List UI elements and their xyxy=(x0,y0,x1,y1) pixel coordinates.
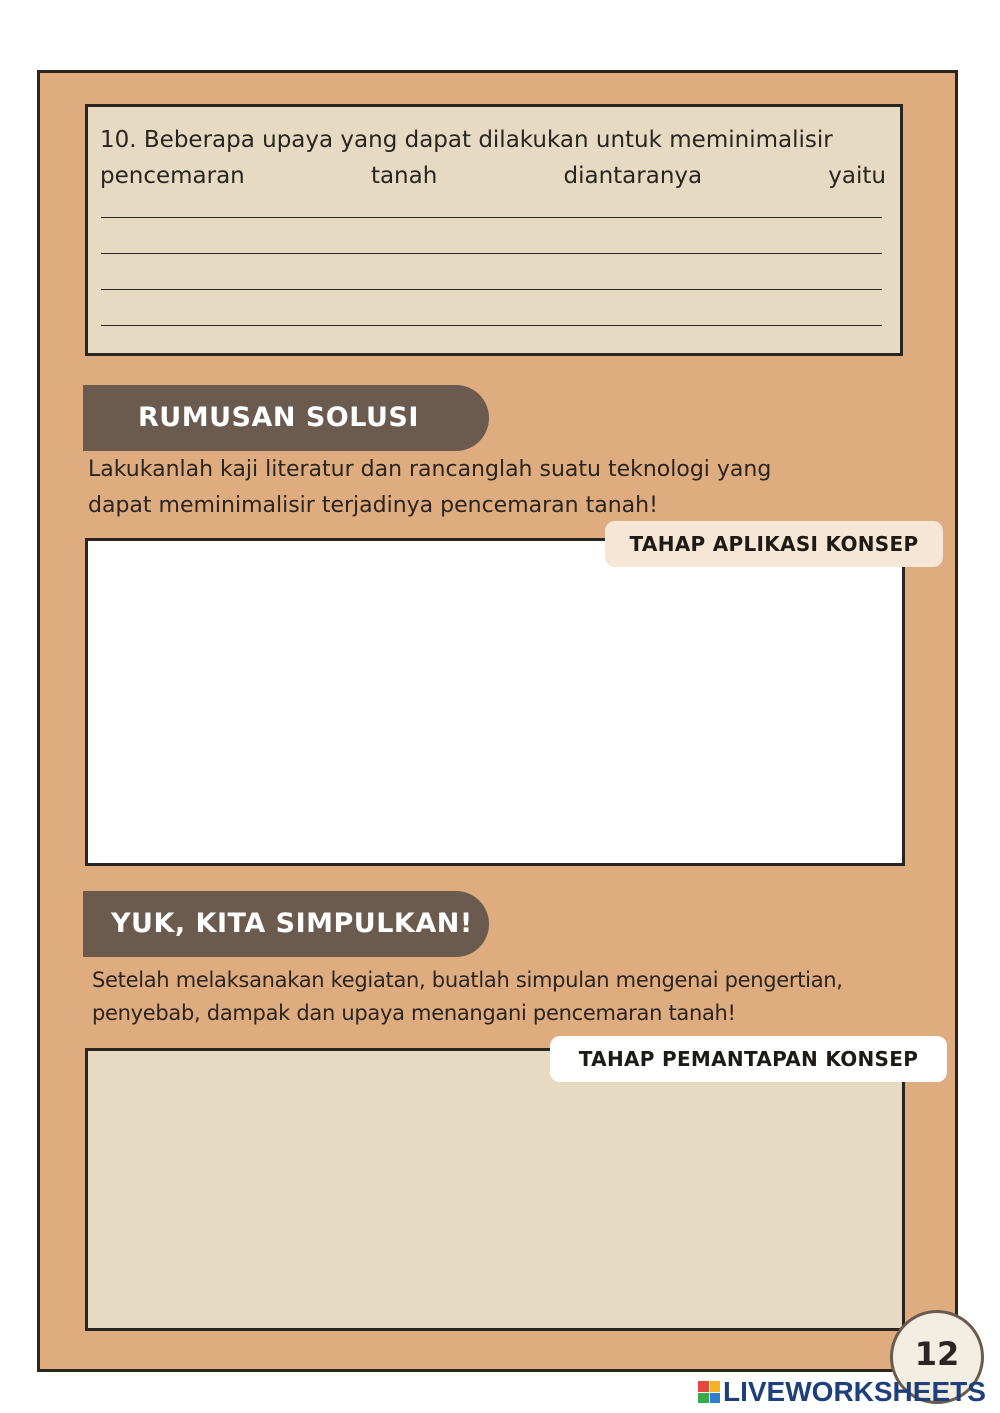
stage-tag-aplikasi: TAHAP APLIKASI KONSEP xyxy=(605,521,943,567)
section-banner-conclusion: YUK, KITA SIMPULKAN! xyxy=(83,891,489,957)
instruction-line: Lakukanlah kaji literatur dan rancanglah suatu teknologi yang xyxy=(88,457,772,482)
conclusion-instruction xyxy=(92,964,843,1030)
section-banner-solution: RUMUSAN SOLUSI xyxy=(83,385,489,451)
stage-tag-pemantapan: TAHAP PEMANTAPAN KONSEP xyxy=(550,1036,947,1082)
answer-line-4[interactable] xyxy=(101,325,882,326)
instruction-line: dapat meminimalisir terjadinya pencemaran tanah! xyxy=(88,493,658,518)
question-word: diantaranya xyxy=(563,163,703,189)
conclusion-answer-box[interactable] xyxy=(85,1048,905,1331)
question-word: pencemaran xyxy=(100,163,245,189)
liveworksheets-watermark xyxy=(698,1376,986,1408)
question-word: tanah xyxy=(370,163,438,189)
answer-line-3[interactable] xyxy=(101,289,882,290)
page-number: 12 xyxy=(914,1335,960,1373)
answer-line-2[interactable] xyxy=(101,253,882,254)
watermark-text: LIVEWORKSHEETS xyxy=(723,1376,986,1407)
liveworksheets-logo-icon xyxy=(698,1381,720,1403)
instruction-line: penyebab, dampak dan upaya menangani pencemaran tanah! xyxy=(92,1001,736,1025)
solution-instruction xyxy=(88,452,771,524)
question-text xyxy=(100,122,886,194)
solution-answer-box[interactable] xyxy=(85,538,905,866)
question-word: yaitu xyxy=(828,163,886,189)
instruction-line: Setelah melaksanakan kegiatan, buatlah simpulan mengenai pengertian, xyxy=(92,968,843,992)
answer-line-1[interactable] xyxy=(101,217,882,218)
question-line-2 xyxy=(100,158,886,194)
question-line-1: 10. Beberapa upaya yang dapat dilakukan untuk meminimalisir xyxy=(100,127,833,153)
